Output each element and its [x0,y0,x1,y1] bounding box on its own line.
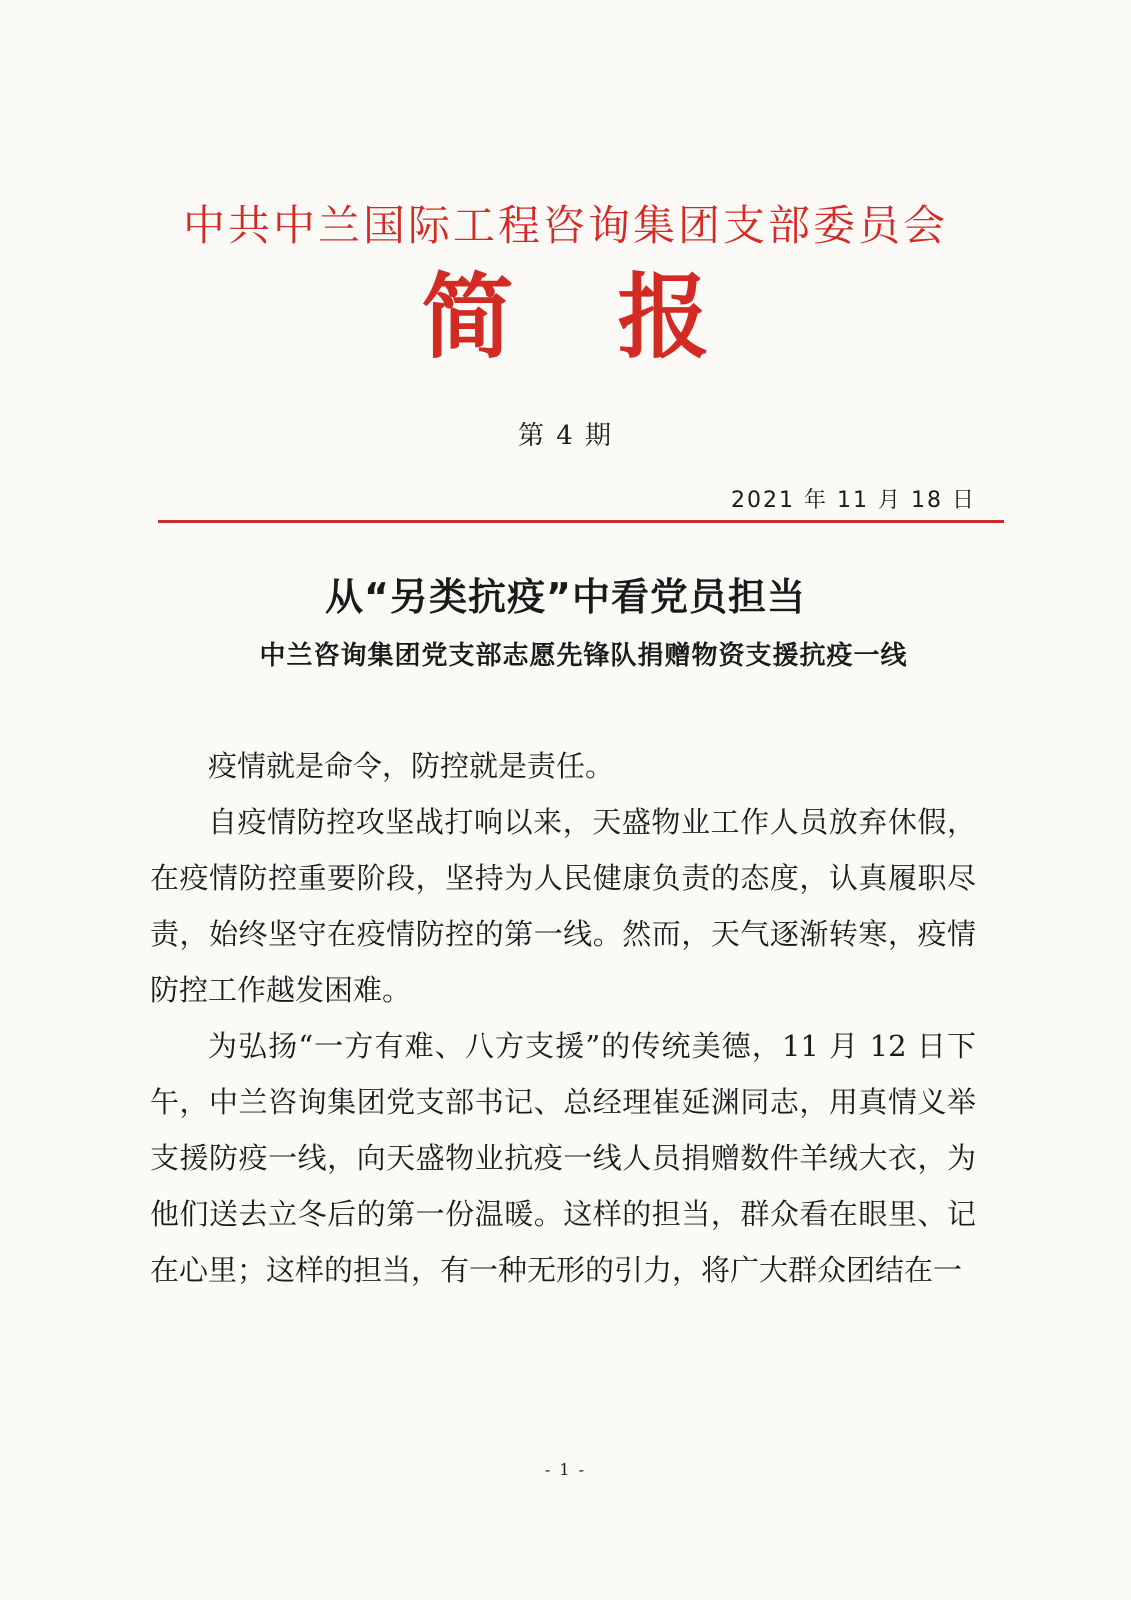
paragraph: 疫情就是命令，防控就是责任。 [208,749,615,783]
page-number: - 1 - [544,1460,587,1479]
issue-number: 第 4 期 [517,421,614,451]
article-body [150,738,976,1298]
paragraph: 为弘扬“一方有难、八方支援”的传统美德，11 月 12 日下午，中兰咨询集团党支部书记、总经理崔延渊同志，用真情义举支援防疫一线，向天盛物业抗疫一线人员捐赠数件羊绒大衣，为他们送去立冬后的第一份温暖。这样的担当，群众看在眼里、记在心里；这样的担当，有一种无形的引力，将广大群众团结在一 [150,1029,976,1287]
organization-name: 中共中兰国际工程咨询集团支部委员会 [182,201,948,250]
issue-date: 2021 年 11 月 18 日 [731,488,976,513]
document-type-title: 简报 [421,263,814,371]
article-title: 从“另类抗疫”中看党员担当 [325,575,806,619]
red-divider-line [158,520,1004,523]
paragraph: 自疫情防控攻坚战打响以来，天盛物业工作人员放弃休假，在疫情防控重要阶段，坚持为人民健康负责的态度，认真履职尽责，始终坚守在疫情防控的第一线。然而，天气逐渐转寒，疫情防控工作越发困难。 [150,805,976,1007]
article-subtitle: 中兰咨询集团党支部志愿先锋队捐赠物资支援抗疫一线 [259,641,908,671]
